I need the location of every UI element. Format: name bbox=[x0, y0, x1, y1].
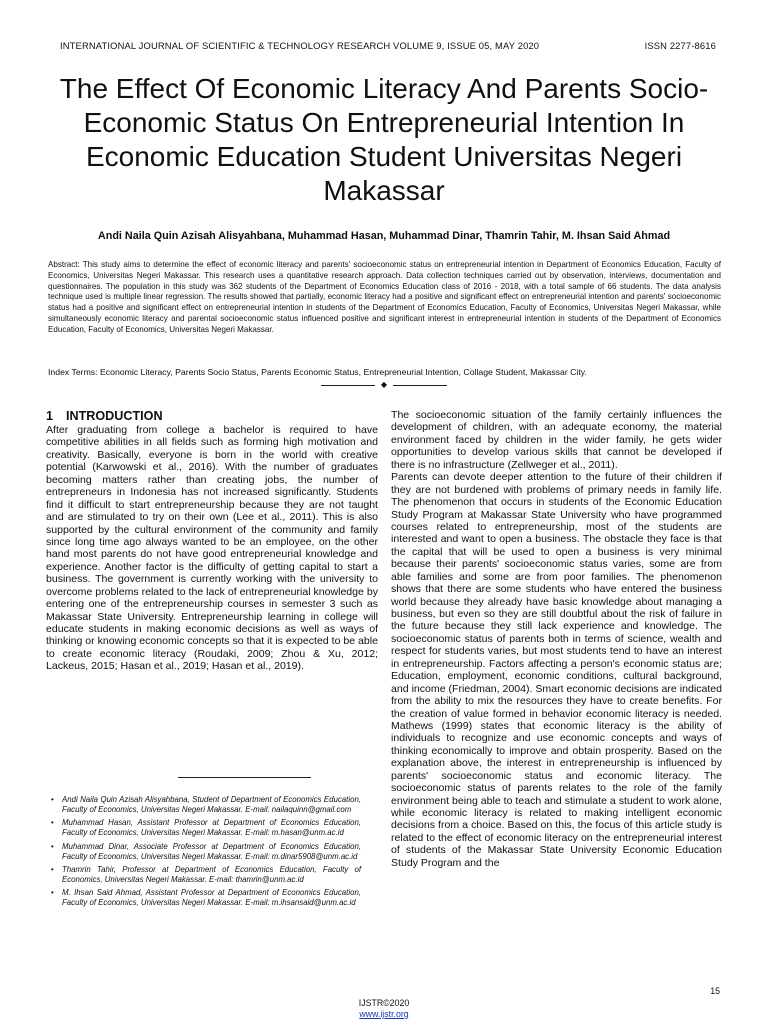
journal-name: INTERNATIONAL JOURNAL OF SCIENTIFIC & TECHNOLOGY RESEARCH VOLUME 9, ISSUE 05, MAY 2020 bbox=[60, 40, 540, 51]
abstract: Abstract: This study aims to determine the effect of economic literacy and parents' socioeconomic status on entrepreneurial intention in Department of Economics Education, Faculty of Economics, Universitas Negeri Makassar. This research uses a quantitative research approach. Data collection techniques carried out by observation, interviews, documentation and questionnaires. The population in this study was 362 students of the Department of Economics Education class of 2016 - 2018, with a total sample of 66 students. The data analysis technique used is multiple linear regression. The results showed that partially, economic literacy had a positive and significant effect on entrepreneurial intention and parents' socioeconomic status had a positive and significant effect on entrepreneurial intention in students of the Department of Economics Education, Faculty of Economics, Universitas Negeri Makassar, while simultaneously economic literacy and parental socioeconomic status influenced positive and significant interest in entrepreneurial intention in students of the Department of Economics Education, Faculty of Economics, Universitas Negeri Makassar. bbox=[48, 260, 721, 334]
diamond-icon: ◆ bbox=[380, 380, 388, 389]
footnote-item: • Andi Naila Quin Azisah Alisyahbana, Student of Department of Economics Education, Faculty of Economics, Universitas Negeri Makassar. E-mail: nailaquinn@gmail.com bbox=[51, 795, 361, 815]
journal-url-link[interactable]: www.ijstr.org bbox=[359, 1009, 409, 1019]
page-footer bbox=[0, 998, 768, 1020]
author-footnotes bbox=[51, 795, 361, 912]
index-terms: Index Terms: Economic Literacy, Parents Socio Status, Parents Economic Status, Entrepreneurial Intention, Collage Student, Makassar City. bbox=[48, 367, 587, 377]
running-head bbox=[60, 40, 716, 51]
body-paragraph: The socioeconomic situation of the family certainly influences the development of children, with an adequate economy, the material environment faced by children in the wider family, he gets wider opportunities to develop various skills that cannot be developed if there is no infrastructure (Zellweger et al., 2011). bbox=[391, 409, 722, 471]
issn: ISSN 2277-8616 bbox=[644, 40, 716, 51]
footnote-rule bbox=[178, 777, 311, 778]
section-heading bbox=[46, 409, 378, 423]
footnote-item: • Muhammad Hasan, Assistant Professor at Department of Economics Education, Faculty of Economics, Universitas Negeri Makassar. E-mail: m.hasan@unm.ac.id bbox=[51, 818, 361, 838]
section-separator bbox=[0, 379, 768, 391]
right-column bbox=[391, 409, 722, 869]
left-column bbox=[46, 409, 378, 673]
body-paragraph: Parents can devote deeper attention to the future of their children if they are not burdened with problems of primary needs in family life. The phenomenon that occurs in students of the Economic Education Study Program at Makassar State University who have programmed courses related to entrepreneurship, most of the students are interested and want to open a business. The obstacle they face is that the capital that will be used to open a business is very minimal because their parents' socioeconomic status varies, some are from able families and some are from poor families. The phenomenon shows that there are some students who have entered the business world because they already have basic knowledge about managing a business, but even so they are still doubtful about the risk of failure in the future because they still lack experience and knowledge. The socioeconomic status of parents both in terms of science, wealth and respect for students varies, but most students tend to have an interest in entrepreneurship. Factors affecting a person's economic status are; Education, employment, economic conditions, cultural background, and income (Friedman, 2004). Smart economic decisions are indicated from the ability to mix the resources they have to create benefits. For the creation of value formed in behavior economic literacy is needed. Mathews (1999) states that economic literacy is the ability of individuals to recognize and use economic concepts and ways of thinking economically to improve and obtain prosperity. Based on the explanation above, the interest in entrepreneurship is influenced by parents' socioeconomic status and economic literacy. The socioeconomic status of parents relates to the role of the family environment being able to teach and stimulate a student to work alone, while economic literacy is related to making intelligent economic decisions from a choice. Based on this, the focus of this article study is related to the effect of economic literacy on the entrepreneurial interest of students of the Makassar State University Economic Education Study Program and the bbox=[391, 471, 722, 869]
footnote-item: • Thamrin Tahir, Professor at Department of Economics Education, Faculty of Economics, Universitas Negeri Makassar. E-mail: thamrin@unm.ac.id bbox=[51, 865, 361, 885]
section-title: INTRODUCTION bbox=[66, 409, 163, 423]
copyright-text: IJSTR©2020 bbox=[358, 998, 410, 1008]
paper-title: The Effect Of Economic Literacy And Parents Socio-Economic Status On Entrepreneurial Intention In Economic Education Student Universitas Negeri Makassar bbox=[59, 73, 709, 206]
intro-paragraph: After graduating from college a bachelor is required to have competitive abilities in all fields such as forming high motivation and creativity. Basically, everyone is born in the world with creative potential (Karwowski et al., 2016). With the number of graduates becoming matters rather than creating jobs, the number of entrepreneurs in Indonesia has not increased significantly. Students find it difficult to start entrepreneurship because they are not taught and are stimulated to try on their own (Lee et al., 2011). This is also supported by the cultural environment of the community and family since long time ago always wanted to be an employee, on the other hand most parents do not have good entrepreneurial knowledge and experience. Another factor is the difficulty of getting capital to start a business. The government is currently working with the university to overcome problems related to the lack of entrepreneurial knowledge by entering one of the entrepreneurship courses in semester 3 such as Makassar State University. Entrepreneurship learning in college will educate students in making economic decisions as well as ways of thinking or knowing economic concepts so that it is expected to be able to create economic literacy (Roudaki, 2009; Zhou & Xu, 2012; Lackeus, 2015; Hasan et al., 2019; Hasan et al., 2019). bbox=[46, 424, 378, 673]
footnote-item: • M. Ihsan Said Ahmad, Assistant Professor at Department of Economics Education, Faculty of Economics, Universitas Negeri Makassar. E-mail: m.ihsansaid@unm.ac.id bbox=[51, 888, 361, 908]
author-list: Andi Naila Quin Azisah Alisyahbana, Muhammad Hasan, Muhammad Dinar, Thamrin Tahir, M. Ihsan Said Ahmad bbox=[97, 230, 671, 242]
separator-rule-right bbox=[393, 385, 447, 386]
section-number: 1 bbox=[46, 409, 54, 423]
footnote-item: • Muhammad Dinar, Associate Professor at Department of Economics Education, Faculty of Economics, Universitas Negeri Makassar. E-mail: m.dinar5908@unm.ac.id bbox=[51, 842, 361, 862]
page-number: 15 bbox=[710, 986, 720, 996]
separator-rule-left bbox=[321, 385, 375, 386]
